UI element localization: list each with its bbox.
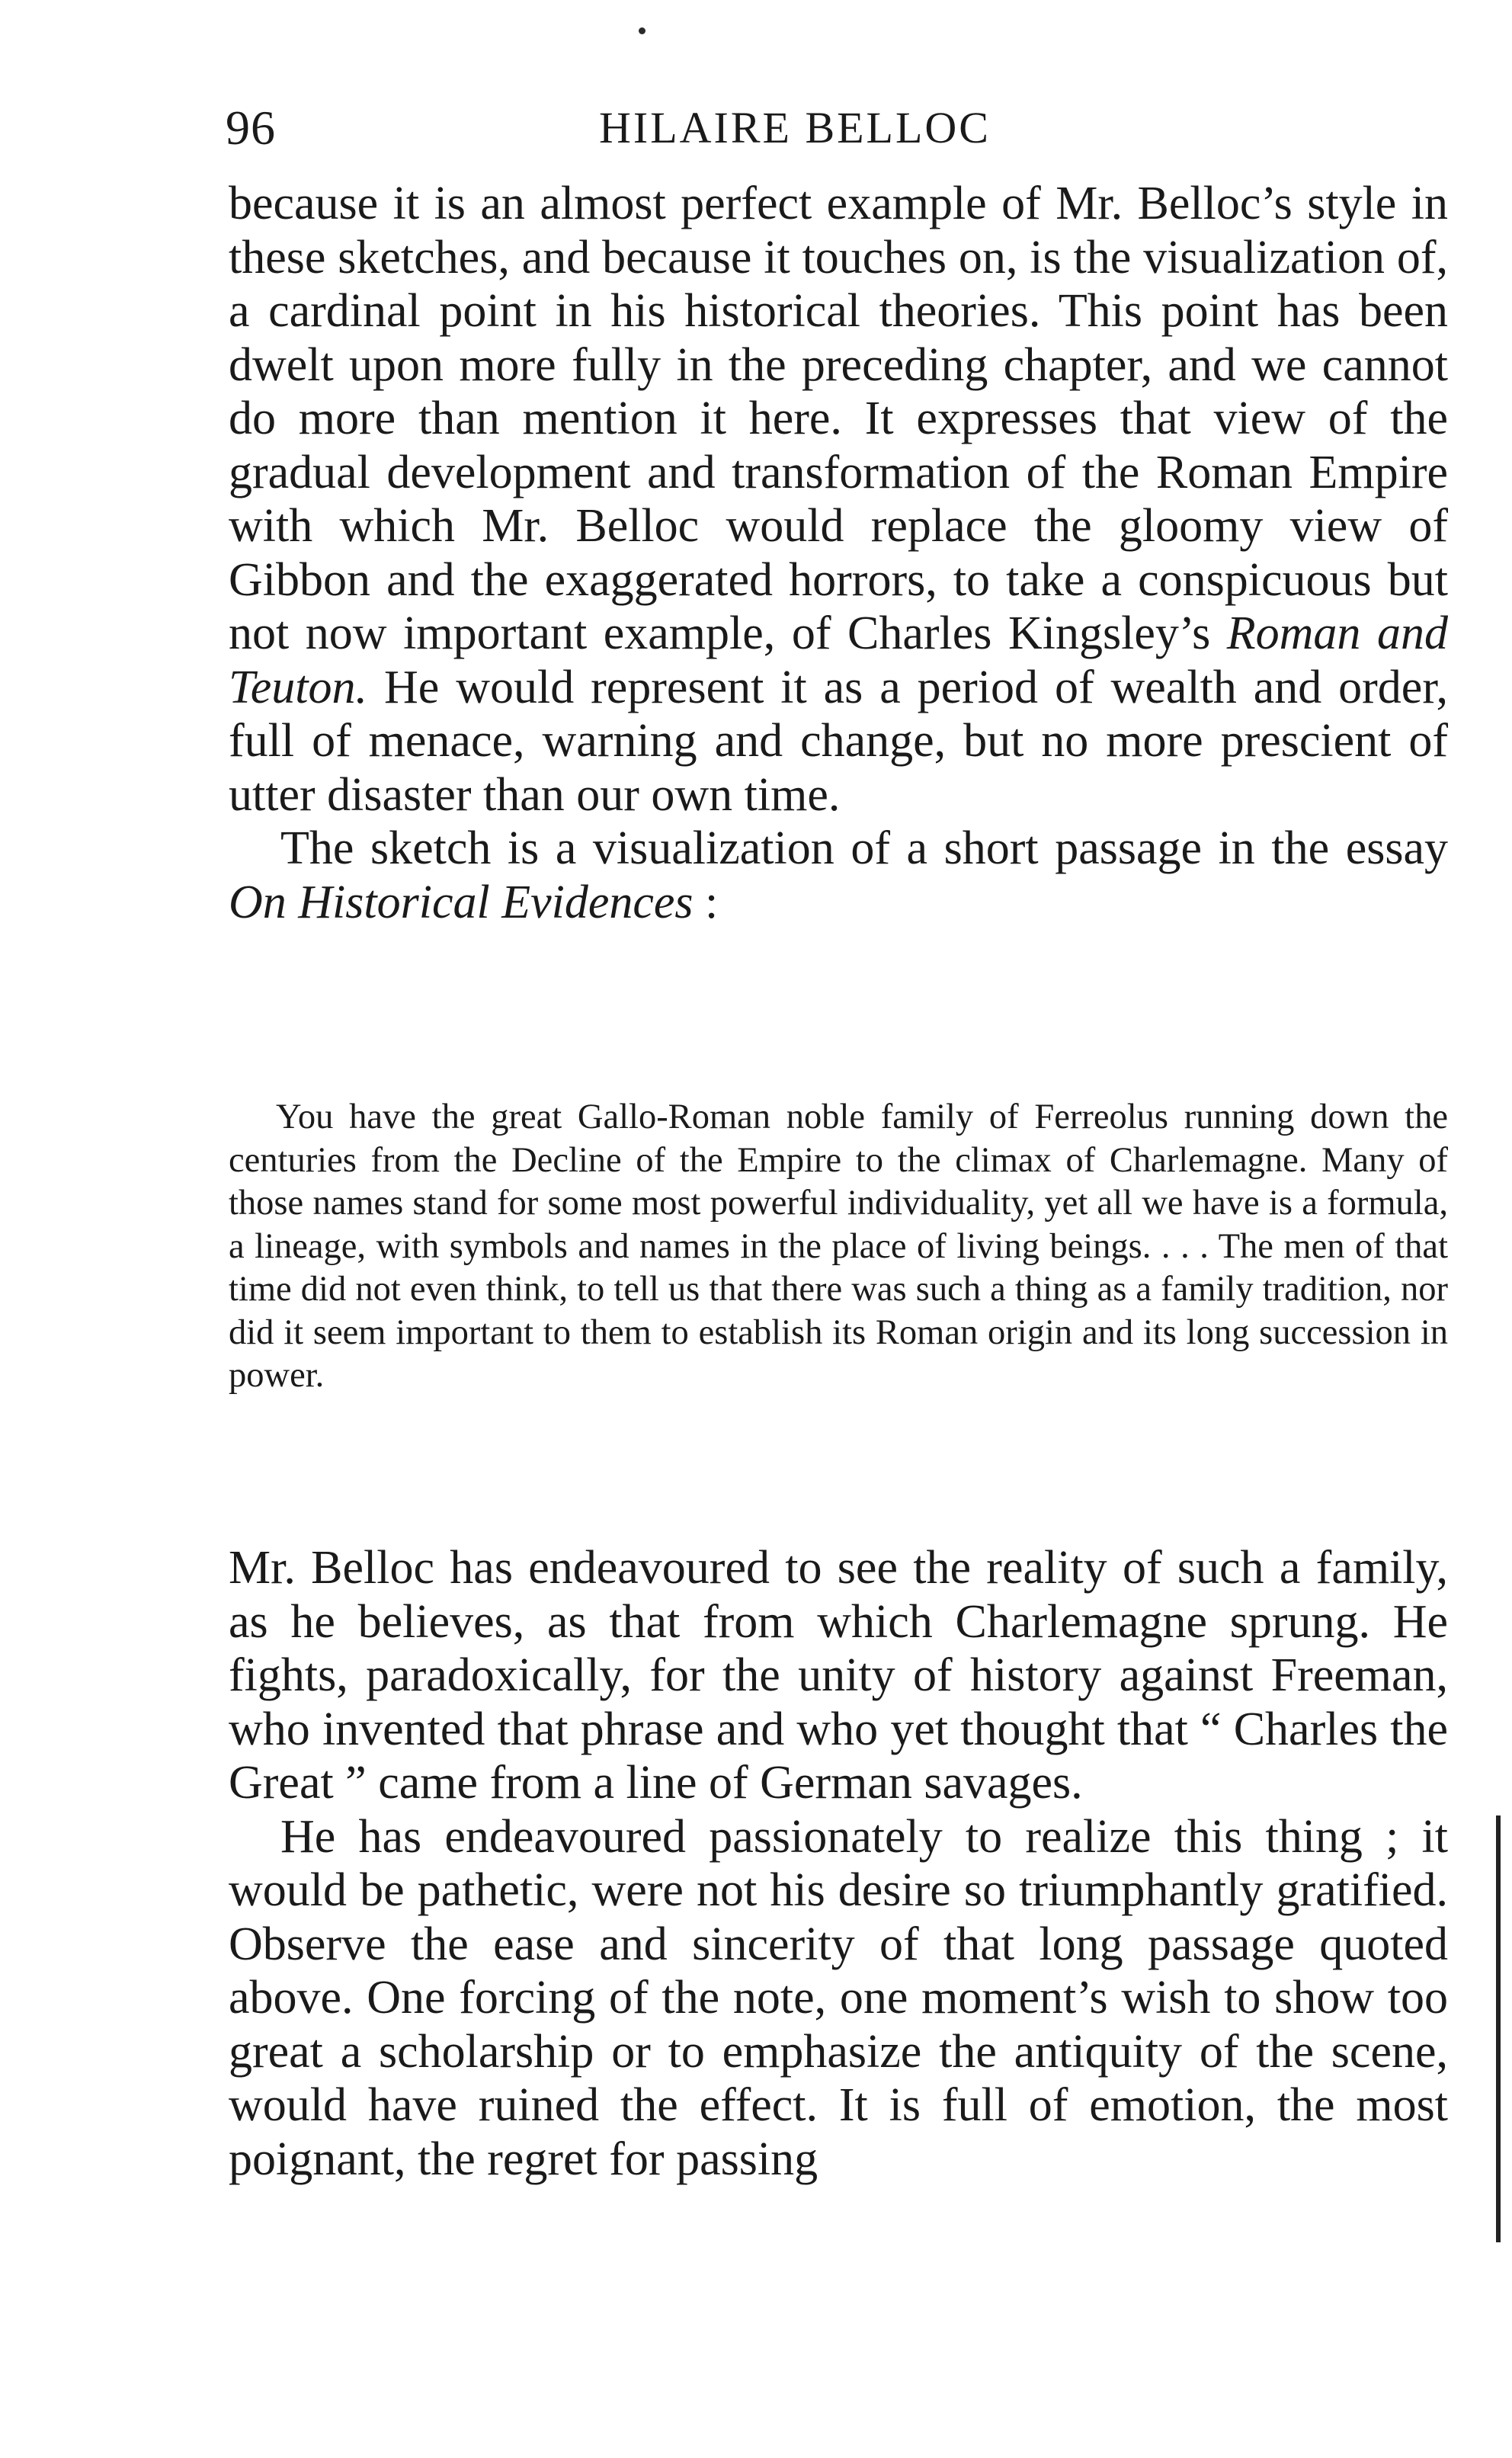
book-title-italic: Roman and Teuton. bbox=[229, 607, 1448, 713]
main-text-top bbox=[229, 177, 1448, 929]
paragraph-continued bbox=[229, 177, 1448, 822]
paragraph-text: because it is an almost perfect example of Mr. Belloc’s style in these sketches, and because it touches on, is the visualization of, a cardinal point in his historical theories. This point has been dwelt upon more fully in the preceding chapter, and we cannot do more than mention it here. It expresses that view of the gradual development and transformation of the Roman Empire with which Mr. Belloc would replace the gloomy view of Gibbon and the exaggerated horrors, to take a conspicuous but not now important example, of Charles Kingsley’s bbox=[229, 178, 1448, 659]
page-header bbox=[226, 98, 1445, 159]
running-title: HILAIRE BELLOC bbox=[599, 103, 991, 152]
margin-rule-line bbox=[1496, 1815, 1501, 2242]
main-text-bottom bbox=[229, 1541, 1448, 2186]
printer-dot-mark bbox=[639, 27, 645, 34]
paragraph-text: The sketch is a visualization of a short passage in the essay bbox=[280, 822, 1448, 874]
paragraph-text-end: He would represent it as a period of wealth and order, full of menace, warning and change, but no more prescient of utter disaster than our own time. bbox=[229, 661, 1448, 821]
block-quotation: You have the great Gallo-Roman noble family of Ferreolus running down the centuries from the Decline of the Empire to the climax of Charlemagne. Many of those names stand for some most powerful individuality, yet all we have is a formula, a lineage, with symbols and names in the place of living beings. . . . The men of that time did not even think, to tell us that there was such a thing as a family tradition, nor did it seem important to them to establish its Roman origin and its long succession in power. bbox=[229, 1098, 1448, 1395]
paragraph-text-end: : bbox=[693, 876, 719, 928]
page-number: 96 bbox=[226, 101, 276, 155]
essay-title-italic: On Historical Evidences bbox=[229, 876, 694, 928]
paragraph-freeman: Mr. Belloc has endeavoured to see the reality of such a family, as he believes, as that from which Charlemagne sprung. He fights, paradoxically, for the unity of history against Freeman, who invented that phrase and who yet thought that “ Charles the Great ” came from a line of German savages. bbox=[229, 1542, 1448, 1809]
paragraph-endeavoured: He has endeavoured passionately to realize this thing ; it would be pathetic, were not his desire so triumphantly gratified. Observe the ease and sincerity of that long passage quoted above. One forcing of the note, one moment’s wish to show too great a scholarship or to emphasize the antiquity of the scene, would have ruined the effect. It is full of emotion, the most poignant, the regret for passing bbox=[229, 1810, 1448, 2185]
paragraph-intro-quote bbox=[229, 822, 1448, 929]
